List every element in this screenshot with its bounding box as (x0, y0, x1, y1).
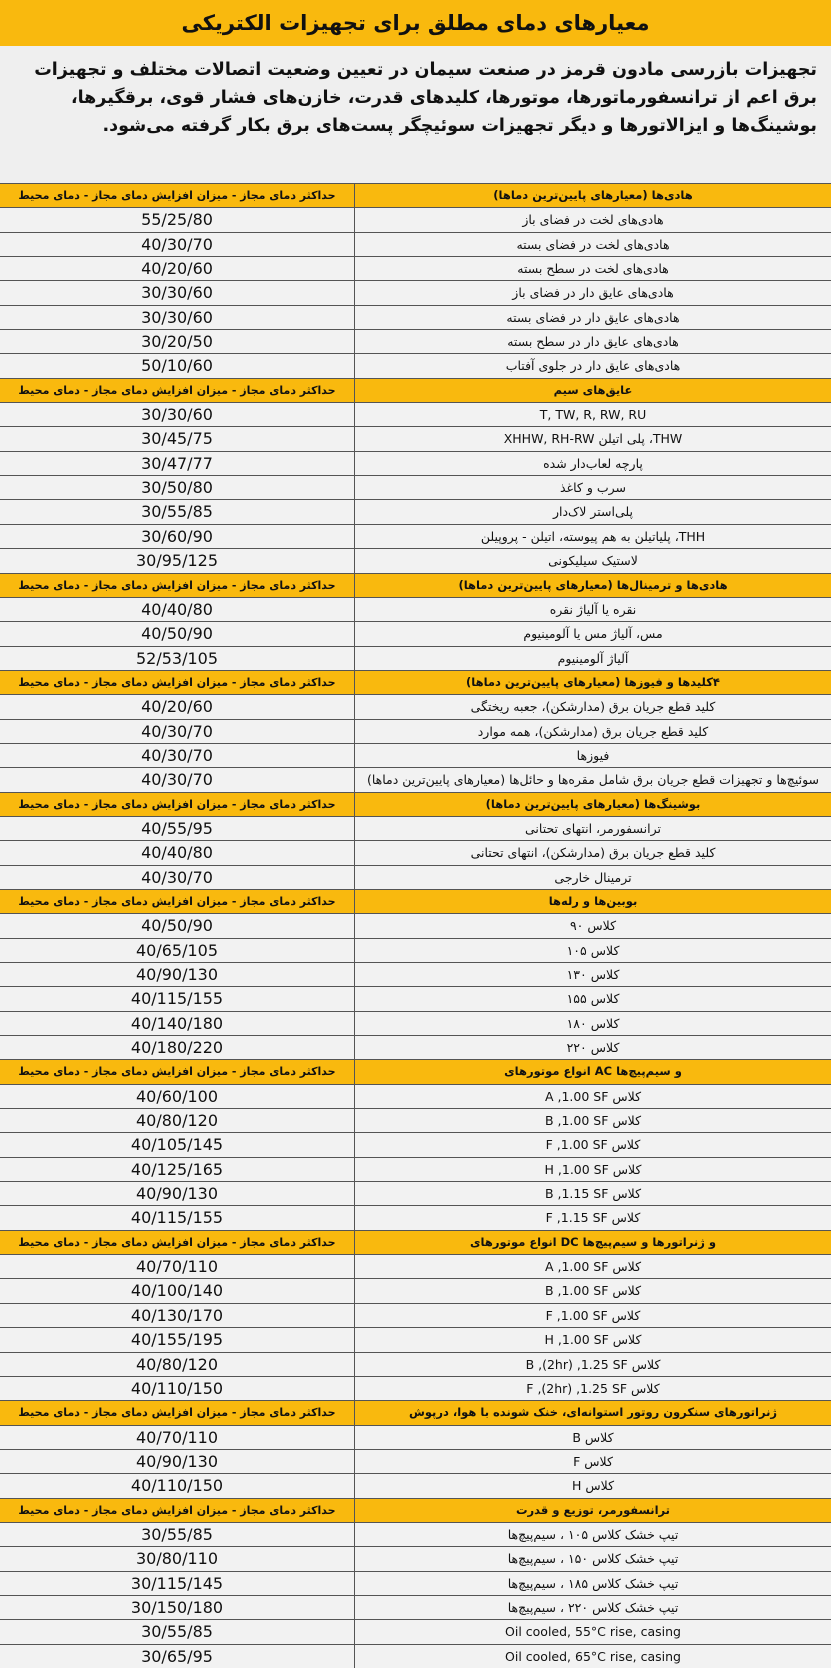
equipment-label: کلاس B (572, 1429, 614, 1445)
table-row (0, 1620, 831, 1644)
table-row (0, 1596, 831, 1620)
temperature-value: 40/40/80 (0, 598, 355, 621)
equipment-label: ترمینال خارجی (554, 869, 632, 885)
temperature-value: 40/60/100 (0, 1085, 355, 1108)
equipment-label: T, TW, R, RW, RU (539, 407, 647, 423)
equipment-label: هادی‌های لخت در سطح بسته (517, 261, 669, 277)
page-title: معیارهای دمای مطلق برای تجهیزات الکتریکی (0, 0, 831, 46)
temperature-value: 30/47/77 (0, 452, 355, 475)
temperature-value: 40/110/150 (0, 1377, 355, 1400)
equipment-label: کلاس ۱۸۰ (566, 1015, 620, 1031)
table-row (0, 500, 831, 524)
table-row (0, 720, 831, 744)
column-header-value: حداکثر دمای مجاز - میزان افزایش دمای مجاز - دمای محیط (0, 793, 355, 816)
equipment-label: ترانسفورمر، انتهای تحتانی (525, 820, 661, 836)
temperature-value: 40/30/70 (0, 720, 355, 743)
equipment-label: کلاس B ,1.00 SF (544, 1113, 642, 1129)
section-header-row (0, 890, 831, 914)
temperature-value: 55/25/80 (0, 208, 355, 231)
equipment-label: هادی‌های عایق دار در فضای باز (512, 285, 674, 301)
table-row (0, 1547, 831, 1571)
table-row (0, 1109, 831, 1133)
table-row (0, 1279, 831, 1303)
temperature-value: 40/140/180 (0, 1012, 355, 1035)
temperature-value: 40/100/140 (0, 1279, 355, 1302)
intro-paragraph: تجهیزات بازرسی مادون قرمز در صنعت سیمان در تعیین وضعیت اتصالات مختلف و تجهیزات برق اعم از ترانسفورماتورها، موتورها، کلیدهای قدرت، خازن‌های فشار قوی، برقگیرها، بوشینگ‌ها و ایزالاتورها و دیگر تجهیزات سوئیچگر پست‌های برق بکار گرفته می‌شود. (0, 46, 831, 183)
temperature-value: 40/20/60 (0, 695, 355, 718)
table-row (0, 866, 831, 890)
equipment-label: پارچه لعاب‌دار شده (543, 455, 643, 471)
equipment-label: نقره یا آلیاژ نقره (549, 601, 637, 617)
temperature-value: 40/50/90 (0, 622, 355, 645)
temperature-value: 30/45/75 (0, 427, 355, 450)
equipment-label: سوئیچ‌ها و تجهیزات قطع جریان برق شامل مقره‌ها و حائل‌ها (معیارهای پایین‌ترین دماها) (366, 772, 820, 788)
equipment-label: کلاس B ,1.00 SF (544, 1283, 642, 1299)
table-row (0, 695, 831, 719)
table-row (0, 1036, 831, 1060)
equipment-label: کلاس F ,(2hr) ,1.25 SF (526, 1380, 660, 1396)
equipment-label: کلاس B ,(2hr) ,1.25 SF (525, 1356, 661, 1372)
temperature-value: 40/30/70 (0, 768, 355, 791)
section-title: عایق‌های سیم (553, 382, 633, 397)
equipment-label: لاستیک سیلیکونی (548, 553, 638, 569)
column-header-value: حداکثر دمای مجاز - میزان افزایش دمای مجاز - دمای محیط (0, 1231, 355, 1254)
temperature-value: 40/125/165 (0, 1158, 355, 1181)
temperature-value: 40/70/110 (0, 1255, 355, 1278)
table-row (0, 1206, 831, 1230)
table-row (0, 744, 831, 768)
column-header-value: حداکثر دمای مجاز - میزان افزایش دمای مجاز - دمای محیط (0, 379, 355, 402)
temperature-value: 30/50/80 (0, 476, 355, 499)
equipment-label: کلاس ۹۰ (569, 918, 617, 934)
temperature-value: 40/65/105 (0, 939, 355, 962)
temperature-value: 30/55/85 (0, 500, 355, 523)
section-header-row (0, 1499, 831, 1523)
table-row (0, 622, 831, 646)
temperature-value: 30/80/110 (0, 1547, 355, 1570)
temperature-value: 30/115/145 (0, 1572, 355, 1595)
equipment-label: هادی‌های عایق دار در جلوی آفتاب (505, 358, 681, 374)
equipment-label: کلاس F ,1.00 SF (545, 1307, 641, 1323)
section-title: و ژنراتورها و سیم‌پیچ‌ها DC انواع موتورهای (470, 1234, 716, 1249)
temperature-value: 40/30/70 (0, 744, 355, 767)
column-header-value: حداکثر دمای مجاز - میزان افزایش دمای مجاز - دمای محیط (0, 1499, 355, 1522)
section-header-row (0, 1060, 831, 1084)
table-row (0, 1304, 831, 1328)
table-row (0, 1085, 831, 1109)
table-row (0, 1328, 831, 1352)
equipment-label: THW، پلی اتیلن XHHW, RH-RW (503, 431, 683, 447)
equipment-label: هادی‌های لخت در فضای باز (522, 212, 664, 228)
temperature-value: 40/180/220 (0, 1036, 355, 1059)
table-row (0, 841, 831, 865)
table-row (0, 1353, 831, 1377)
section-header-row (0, 671, 831, 695)
temperature-value: 40/55/95 (0, 817, 355, 840)
section-title: بوشینگ‌ها (معیارهای پایین‌ترین دماها) (485, 796, 701, 811)
equipment-label: کلاس H ,1.00 SF (544, 1332, 642, 1348)
section-header-row (0, 1231, 831, 1255)
equipment-label: کلاس ۱۳۰ (566, 967, 620, 982)
table-row (0, 1133, 831, 1157)
table-row (0, 476, 831, 500)
equipment-label: تیپ خشک کلاس ۱۸۵ ، سیم‌پیچ‌ها (507, 1575, 679, 1591)
equipment-label: هادی‌های عایق دار در سطح بسته (507, 334, 679, 350)
temperature-value: 40/115/155 (0, 1206, 355, 1229)
section-title: هادی‌ها و ترمینال‌ها (معیارهای پایین‌ترین دماها) (458, 577, 728, 592)
table-row (0, 1012, 831, 1036)
temperature-value: 40/90/130 (0, 963, 355, 986)
temperature-value: 30/65/95 (0, 1645, 355, 1668)
section-title: و سیم‌پیچ‌ها AC انواع موتورهای (504, 1064, 682, 1079)
section-title: ژنراتورهای سنکرون روتور استوانه‌ای، خنک شونده با هوا، درپوش (408, 1405, 778, 1420)
table-row (0, 1377, 831, 1401)
column-header-value: حداکثر دمای مجاز - میزان افزایش دمای مجاز - دمای محیط (0, 184, 355, 207)
table-row (0, 1450, 831, 1474)
temperature-value: 50/10/60 (0, 354, 355, 377)
temperature-value: 30/95/125 (0, 549, 355, 572)
equipment-label: Oil cooled, 55°C rise, casing (505, 1624, 681, 1640)
equipment-label: کلاس F ,1.15 SF (545, 1210, 641, 1226)
table-row (0, 257, 831, 281)
equipment-label: تیپ خشک کلاس ۲۲۰ ، سیم‌پیچ‌ها (507, 1599, 679, 1615)
column-header-value: حداکثر دمای مجاز - میزان افزایش دمای مجاز - دمای محیط (0, 671, 355, 694)
temperature-value: 40/70/110 (0, 1426, 355, 1449)
table-row (0, 647, 831, 671)
section-title: هادی‌ها (معیارهای پایین‌ترین دماها) (493, 188, 693, 202)
equipment-label: پلی‌استر لاک‌دار (552, 504, 634, 520)
section-title: ترانسفورمر، توزیع و قدرت (515, 1502, 670, 1517)
equipment-label: سرب و کاغذ (560, 480, 626, 496)
table-row (0, 1572, 831, 1596)
equipment-label: کلاس ۱۵۵ (566, 991, 620, 1007)
temperature-value: 40/110/150 (0, 1474, 355, 1497)
table-row (0, 330, 831, 354)
equipment-label: هادی‌های عایق دار در فضای بسته (506, 309, 680, 325)
table-row (0, 987, 831, 1011)
equipment-label: Oil cooled, 65°C rise, casing (505, 1648, 681, 1664)
table-row (0, 939, 831, 963)
equipment-label: کلاس ۲۲۰ (566, 1040, 620, 1056)
section-header-row (0, 184, 831, 208)
table-row (0, 427, 831, 451)
temperature-value: 30/55/85 (0, 1620, 355, 1643)
equipment-label: کلاس H ,1.00 SF (544, 1161, 642, 1177)
temperature-value: 40/30/70 (0, 233, 355, 256)
table-row (0, 354, 831, 378)
table-row (0, 233, 831, 257)
equipment-label: کلید قطع جریان برق (مدارشکن)، جعبه ریختگی (470, 699, 716, 715)
temperature-value: 40/80/120 (0, 1353, 355, 1376)
equipment-label: کلاس ۱۰۵ (566, 942, 620, 958)
equipment-label: فیوزها (576, 747, 610, 763)
table-row (0, 525, 831, 549)
temperature-value: 40/155/195 (0, 1328, 355, 1351)
table-row (0, 1523, 831, 1547)
equipment-label: کلید قطع جریان برق (مدارشکن)، انتهای تحتانی (470, 845, 716, 861)
temperature-value: 40/20/60 (0, 257, 355, 280)
equipment-label: کلاس A ,1.00 SF (544, 1259, 642, 1275)
equipment-label: THH، پلیاتیلن به هم پیوسته، اتیلن - پروپیلن (480, 528, 706, 544)
section-header-row (0, 793, 831, 817)
section-header-row (0, 379, 831, 403)
table-row (0, 1426, 831, 1450)
temperature-criteria-table (0, 183, 831, 1668)
temperature-value: 40/40/80 (0, 841, 355, 864)
temperature-value: 40/105/145 (0, 1133, 355, 1156)
table-row (0, 1158, 831, 1182)
section-title: ۴کلیدها و فیوزها (معیارهای پایین‌ترین دماها) (466, 674, 720, 689)
column-header-value: حداکثر دمای مجاز - میزان افزایش دمای مجاز - دمای محیط (0, 574, 355, 597)
temperature-value: 40/130/170 (0, 1304, 355, 1327)
column-header-value: حداکثر دمای مجاز - میزان افزایش دمای مجاز - دمای محیط (0, 890, 355, 913)
table-row (0, 281, 831, 305)
column-header-value: حداکثر دمای مجاز - میزان افزایش دمای مجاز - دمای محیط (0, 1060, 355, 1083)
table-row (0, 306, 831, 330)
temperature-value: 30/30/60 (0, 306, 355, 329)
table-row (0, 1255, 831, 1279)
table-row (0, 914, 831, 938)
table-row (0, 598, 831, 622)
temperature-value: 30/150/180 (0, 1596, 355, 1619)
temperature-value: 40/50/90 (0, 914, 355, 937)
table-row (0, 403, 831, 427)
temperature-value: 30/20/50 (0, 330, 355, 353)
temperature-value: 52/53/105 (0, 647, 355, 670)
table-row (0, 1474, 831, 1498)
temperature-value: 40/90/130 (0, 1182, 355, 1205)
table-row (0, 1645, 831, 1668)
table-row (0, 817, 831, 841)
section-title: بوبین‌ها و رله‌ها (548, 893, 638, 908)
column-header-value: حداکثر دمای مجاز - میزان افزایش دمای مجاز - دمای محیط (0, 1401, 355, 1424)
equipment-label: کلاس F (573, 1453, 613, 1469)
equipment-label: آلیاژ آلومینیوم (557, 650, 629, 666)
equipment-label: تیپ خشک کلاس ۱۵۰ ، سیم‌پیچ‌ها (507, 1551, 679, 1567)
table-row (0, 549, 831, 573)
temperature-value: 30/30/60 (0, 403, 355, 426)
section-header-row (0, 1401, 831, 1425)
equipment-label: کلید قطع جریان برق (مدارشکن)، همه موارد (477, 723, 709, 739)
equipment-label: کلاس B ,1.15 SF (544, 1186, 642, 1202)
table-row (0, 1182, 831, 1206)
temperature-value: 40/115/155 (0, 987, 355, 1010)
table-row (0, 208, 831, 232)
temperature-value: 40/30/70 (0, 866, 355, 889)
temperature-value: 30/60/90 (0, 525, 355, 548)
table-row (0, 768, 831, 792)
table-row (0, 963, 831, 987)
equipment-label: کلاس H (571, 1478, 615, 1494)
equipment-label: کلاس A ,1.00 SF (544, 1088, 642, 1104)
temperature-value: 40/90/130 (0, 1450, 355, 1473)
table-row (0, 452, 831, 476)
equipment-label: مس، آلیاژ مس یا آلومینیوم (523, 626, 663, 642)
section-header-row (0, 574, 831, 598)
equipment-label: تیپ خشک کلاس ۱۰۵ ، سیم‌پیچ‌ها (507, 1526, 679, 1542)
temperature-value: 30/30/60 (0, 281, 355, 304)
equipment-label: هادی‌های لخت در فضای بسته (516, 236, 670, 252)
temperature-value: 40/80/120 (0, 1109, 355, 1132)
equipment-label: کلاس F ,1.00 SF (545, 1137, 641, 1153)
temperature-value: 30/55/85 (0, 1523, 355, 1546)
